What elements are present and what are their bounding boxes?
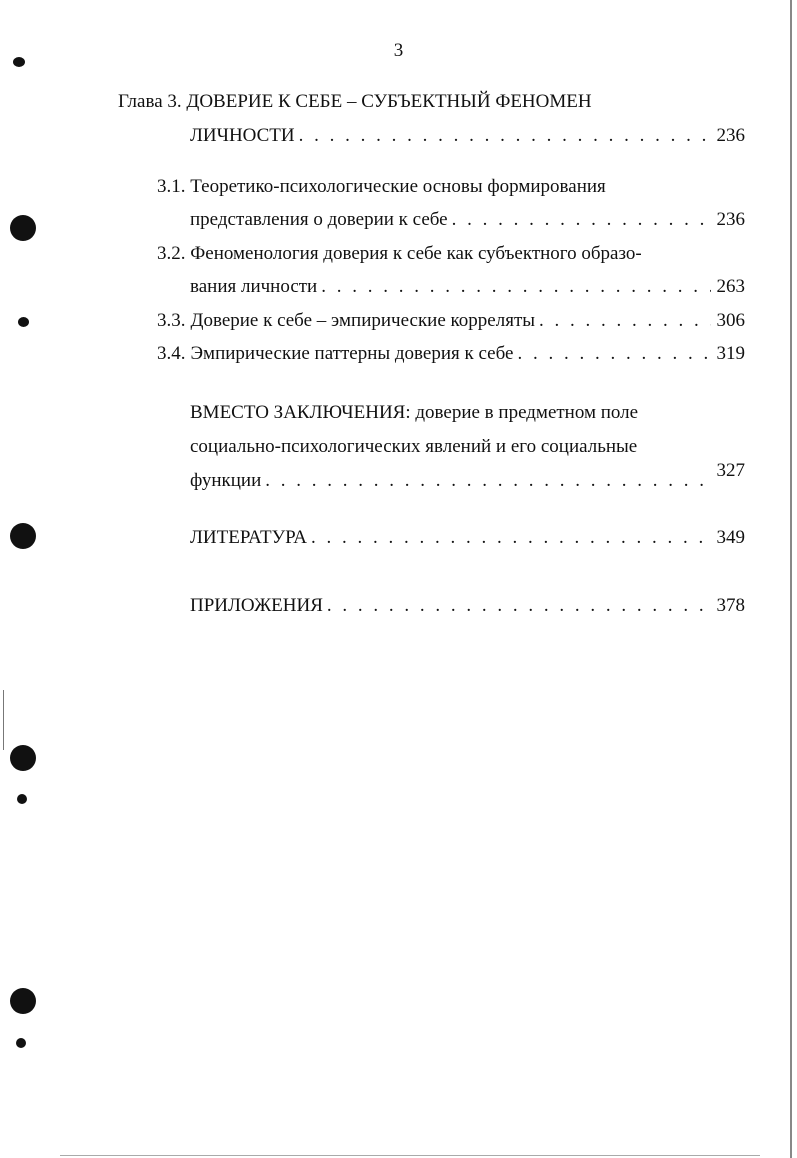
section-page: 319 <box>716 343 745 364</box>
section-3-1-heading <box>157 175 606 199</box>
appendices-entry <box>190 594 745 618</box>
chapter-prefix: Глава 3. <box>118 91 182 112</box>
appendices-label: ПРИЛОЖЕНИЯ <box>190 595 323 616</box>
section-page: 263 <box>716 276 745 297</box>
section-title-line1: Феноменология доверия к себе как субъектного образо- <box>190 243 642 264</box>
conclusion-line2: социально-психологических явлений и его социальные <box>190 436 638 457</box>
section-3-2-heading <box>157 242 642 266</box>
section-3-4-entry <box>157 342 745 366</box>
literature-entry <box>190 526 745 550</box>
chapter-title-line2: ЛИЧНОСТИ <box>190 125 295 146</box>
section-number: 3.2. <box>157 243 186 264</box>
literature-label: ЛИТЕРАТУРА <box>190 527 307 548</box>
conclusion-line3: функции <box>190 470 262 491</box>
punch-hole-mark <box>10 215 36 241</box>
conclusion-line1: ВМЕСТО ЗАКЛЮЧЕНИЯ: доверие в предметном поле <box>190 402 639 423</box>
conclusion-page: 327 <box>716 460 745 481</box>
scan-edge-line <box>60 1155 760 1156</box>
literature-page: 349 <box>716 527 745 548</box>
chapter-title-line1: ДОВЕРИЕ К СЕБЕ – СУБЪЕКТНЫЙ ФЕНОМЕН <box>186 91 592 112</box>
punch-hole-mark <box>18 317 29 327</box>
section-title-line2: вания личности <box>190 276 318 297</box>
punch-hole-mark <box>10 745 36 771</box>
dot-leader <box>452 208 711 232</box>
section-3-1-entry <box>190 208 745 232</box>
punch-hole-mark <box>17 794 27 804</box>
appendices-page: 378 <box>716 595 745 616</box>
page-number: 3 <box>393 40 404 61</box>
section-3-2-entry <box>190 275 745 299</box>
scan-edge-line <box>3 690 4 750</box>
dot-leader <box>299 124 711 148</box>
section-title-line1: Доверие к себе – эмпирические корреляты <box>190 310 536 331</box>
section-page: 306 <box>716 310 745 331</box>
chapter-heading <box>118 90 592 114</box>
punch-hole-mark <box>16 1038 26 1048</box>
punch-hole-mark <box>10 523 36 549</box>
chapter-page: 236 <box>716 125 745 146</box>
dot-leader <box>517 342 710 366</box>
dot-leader <box>327 594 711 618</box>
dot-leader <box>539 309 710 333</box>
section-number: 3.1. <box>157 176 186 197</box>
section-3-3-entry <box>157 309 745 333</box>
section-title-line1: Теоретико-психологические основы формирования <box>190 176 606 197</box>
section-title-line1: Эмпирические паттерны доверия к себе <box>190 343 514 364</box>
conclusion-entry <box>190 460 745 493</box>
section-number: 3.4. <box>157 343 186 364</box>
punch-hole-mark <box>10 988 36 1014</box>
section-title-line2: представления о доверии к себе <box>190 209 448 230</box>
dot-leader <box>265 469 710 493</box>
dot-leader <box>321 275 710 299</box>
section-number: 3.3. <box>157 310 186 331</box>
scan-edge-line <box>790 0 792 1158</box>
section-page: 236 <box>716 209 745 230</box>
chapter-title-entry <box>190 124 745 148</box>
dot-leader <box>311 526 711 550</box>
